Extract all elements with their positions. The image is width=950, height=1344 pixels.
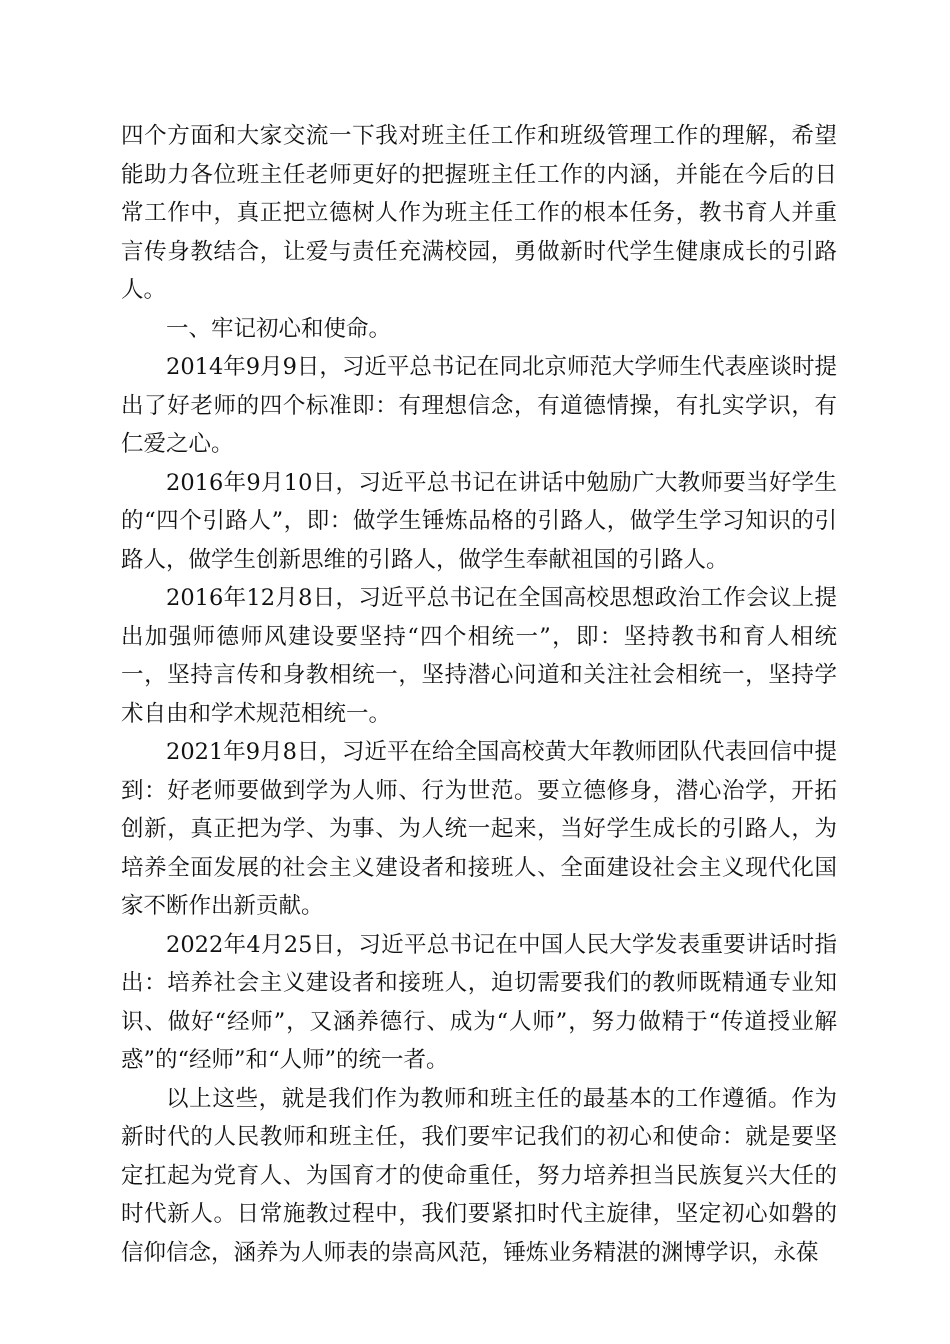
section-heading: 一、牢记初心和使命。 <box>166 315 392 342</box>
paragraph-2022: 2022年4月25日，习近平总书记在中国人民大学发表重要讲话时指出：培养社会主义建设者和接班人，迫切需要我们的教师既精通专业知识、做好“经师”，又涵养德行、成为“人师”，努力做精于“传道授业解惑”的“经师”和“人师”的统一者。 <box>121 931 837 1073</box>
paragraph-2016-dec: 2016年12月8日，习近平总书记在全国高校思想政治工作会议上提出加强师德师风建设要坚持“四个相统一”，即：坚持教书和育人相统一，坚持言传和身教相统一，坚持潜心问道和关注社会相统一，坚持学术自由和学术规范相统一。 <box>121 585 837 727</box>
paragraph-summary: 以上这些，就是我们作为教师和班主任的最基本的工作遵循。作为新时代的人民教师和班主任，我们要牢记我们的初心和使命：就是要坚定扛起为党育人、为国育才的使命重任，努力培养担当民族复兴大任的时代新人。日常施教过程中，我们要紧扣时代主旋律，坚定初心如磐的信仰信念，涵养为人师表的崇高风范，锤炼业务精湛的渊博学识，永葆 <box>121 1085 837 1266</box>
document-page <box>121 117 837 1272</box>
paragraph-2021: 2021年9月8日，习近平在给全国高校黄大年教师团队代表回信中提到：好老师要做到学为人师、行为世范。要立德修身，潜心治学，开拓创新，真正把为学、为事、为人统一起来，当好学生成长的引路人，为培养全面发展的社会主义建设者和接班人、全面建设社会主义现代化国家不断作出新贡献。 <box>121 739 837 919</box>
intro-paragraph: 四个方面和大家交流一下我对班主任工作和班级管理工作的理解，希望能助力各位班主任老师更好的把握班主任工作的内涵，并能在今后的日常工作中，真正把立德树人作为班主任工作的根本任务，教书育人并重言传身教结合，让爱与责任充满校园，勇做新时代学生健康成长的引路人。 <box>121 123 837 303</box>
paragraph-2016-sep: 2016年9月10日，习近平总书记在讲话中勉励广大教师要当好学生的“四个引路人”，即：做学生锤炼品格的引路人，做学生学习知识的引路人，做学生创新思维的引路人，做学生奉献祖国的引路人。 <box>121 469 837 573</box>
paragraph-2014: 2014年9月9日，习近平总书记在同北京师范大学师生代表座谈时提出了好老师的四个标准即：有理想信念，有道德情操，有扎实学识，有仁爱之心。 <box>121 354 837 457</box>
